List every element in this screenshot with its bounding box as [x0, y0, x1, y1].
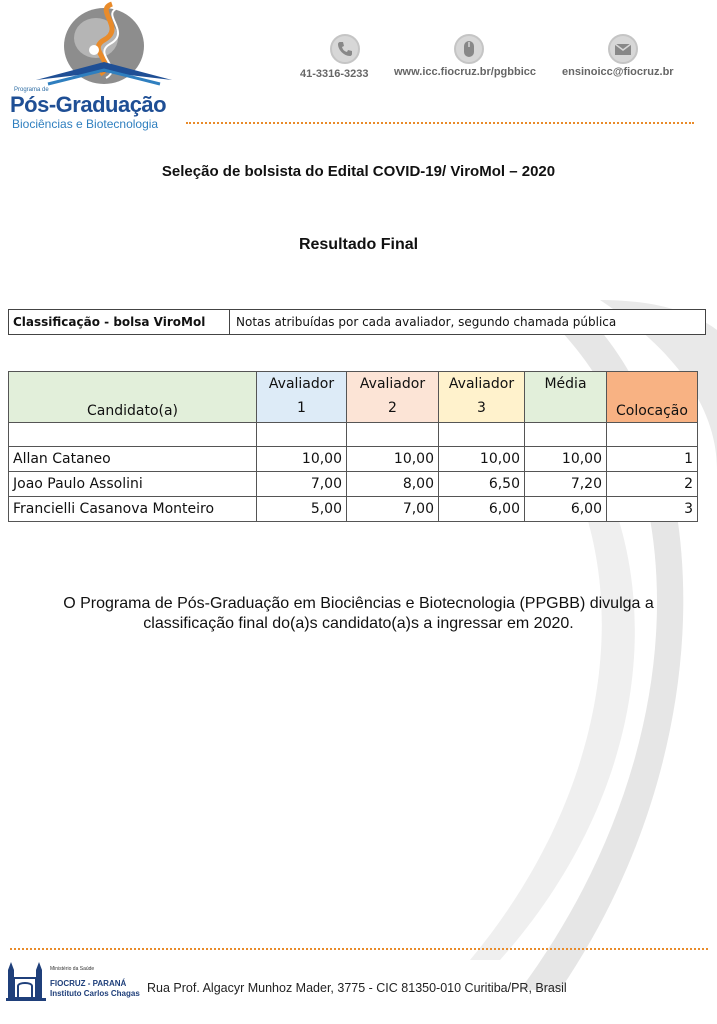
document-subtitle: Resultado Final — [298, 236, 419, 253]
table-row — [9, 447, 698, 472]
header-evaluator-2: Avaliador 2 — [347, 372, 439, 423]
candidate-name: Francielli Casanova Monteiro — [9, 497, 257, 522]
mouse-icon — [454, 34, 484, 64]
results-table — [8, 371, 698, 522]
header-divider — [186, 122, 694, 124]
header-candidate: Candidato(a) — [9, 372, 257, 423]
placement: 3 — [607, 497, 698, 522]
footer-address: Rua Prof. Algacyr Munhoz Mader, 3775 - CIC 81350-010 Curitiba/PR, Brasil — [147, 981, 567, 995]
footer-logo-line1: FIOCRUZ - PARANÁ — [50, 979, 127, 988]
envelope-icon — [608, 34, 638, 64]
header-evaluator-3: Avaliador 3 — [439, 372, 525, 423]
score-evaluator-3: 10,00 — [439, 447, 525, 472]
candidate-name: Joao Paulo Assolini — [9, 472, 257, 497]
score-evaluator-2: 7,00 — [347, 497, 439, 522]
score-evaluator-2: 8,00 — [347, 472, 439, 497]
score-evaluator-3: 6,00 — [439, 497, 525, 522]
table-row — [9, 497, 698, 522]
header-average: Média — [525, 372, 607, 423]
email-link[interactable]: ensinoicc@fiocruz.br — [562, 66, 674, 78]
footer-ministry: Ministério da Saúde — [50, 966, 95, 972]
document-title: Seleção de bolsista do Edital COVID-19/ ViroMol – 2020 — [161, 163, 556, 180]
placement: 2 — [607, 472, 698, 497]
score-average: 10,00 — [525, 447, 607, 472]
placement: 1 — [607, 447, 698, 472]
score-evaluator-1: 7,00 — [257, 472, 347, 497]
table-row — [9, 472, 698, 497]
website-link[interactable]: www.icc.fiocruz.br/pgbbicc — [394, 66, 537, 78]
phone-icon — [330, 34, 360, 64]
logo-title: Pós-Graduação — [10, 92, 167, 117]
logo-pretitle: Programa de — [14, 87, 49, 93]
header-placement: Colocação — [607, 372, 698, 423]
score-average: 6,00 — [525, 497, 607, 522]
candidate-name: Allan Cataneo — [9, 447, 257, 472]
table-header-row — [9, 372, 698, 423]
table-spacer-row — [9, 423, 698, 447]
info-table — [8, 309, 706, 335]
phone-number: 41-3316-3233 — [300, 68, 369, 80]
score-evaluator-1: 10,00 — [257, 447, 347, 472]
footer-divider — [10, 948, 708, 950]
score-evaluator-1: 5,00 — [257, 497, 347, 522]
score-evaluator-3: 6,50 — [439, 472, 525, 497]
info-description: Notas atribuídas por cada avaliador, segundo chamada pública — [236, 315, 617, 329]
info-label: Classificação - bolsa ViroMol — [9, 310, 230, 334]
header-evaluator-1: Avaliador 1 — [257, 372, 347, 423]
logo-subtitle: Biociências e Biotecnologia — [12, 117, 159, 131]
footer-logo-line2: Instituto Carlos Chagas — [50, 989, 140, 998]
score-evaluator-2: 10,00 — [347, 447, 439, 472]
score-average: 7,20 — [525, 472, 607, 497]
statement-text: O Programa de Pós-Graduação em Biociências e Biotecnologia (PPGBB) divulga a classificação final do(a)s candidato(a)s a ingressar em 2020. — [63, 595, 654, 632]
